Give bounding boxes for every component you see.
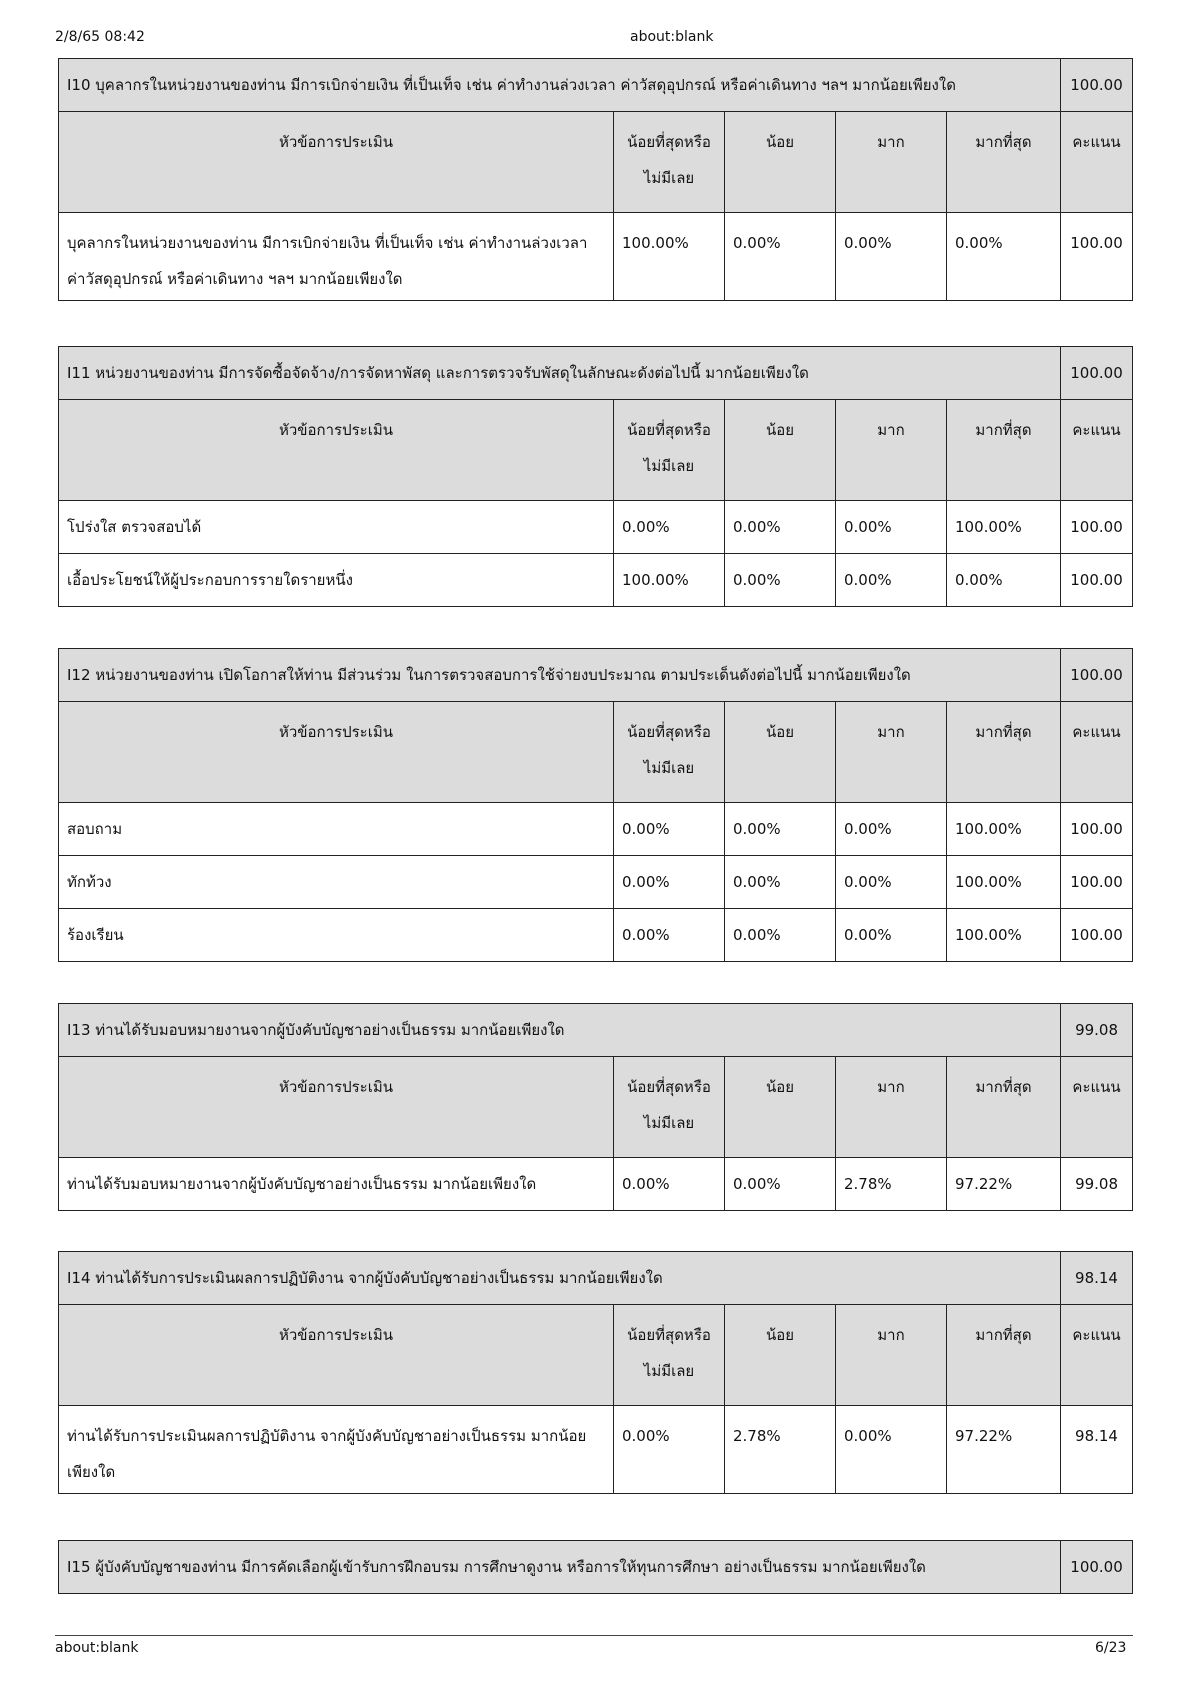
row-value: 100.00% — [947, 803, 1061, 856]
row-value: 2.78% — [836, 1158, 947, 1211]
row-value: 0.00% — [836, 803, 947, 856]
col-header-least: น้อยที่สุดหรือไม่มีเลย — [614, 702, 725, 803]
row-value: 0.00% — [725, 909, 836, 962]
row-value: 0.00% — [614, 909, 725, 962]
col-header-much: มาก — [836, 112, 947, 213]
col-header-least: น้อยที่สุดหรือไม่มีเลย — [614, 1305, 725, 1406]
row-item: ท่านได้รับมอบหมายงานจากผู้บังคับบัญชาอย่างเป็นธรรม มากน้อยเพียงใด — [59, 1158, 614, 1211]
row-value: 97.22% — [947, 1158, 1061, 1211]
question-title: I12 หน่วยงานของท่าน เปิดโอกาสให้ท่าน มีส่วนร่วม ในการตรวจสอบการใช้จ่ายงบประมาณ ตามประเด็นดังต่อไปนี้ มากน้อยเพียงใด — [59, 649, 1061, 702]
row-item: โปร่งใส ตรวจสอบได้ — [59, 501, 614, 554]
row-value: 0.00% — [836, 856, 947, 909]
row-value: 2.78% — [725, 1406, 836, 1494]
header-datetime: 2/8/65 08:42 — [55, 29, 145, 45]
row-value: 97.22% — [947, 1406, 1061, 1494]
question-title: I10 บุคลากรในหน่วยงานของท่าน มีการเบิกจ่ายเงิน ที่เป็นเท็จ เช่น ค่าทำงานล่วงเวลา ค่าวัสดุอุปกรณ์ หรือค่าเดินทาง ฯลฯ มากน้อยเพียงใด — [59, 59, 1061, 112]
table-row — [59, 501, 1133, 554]
row-item: สอบถาม — [59, 803, 614, 856]
row-value: 0.00% — [836, 1406, 947, 1494]
table-row — [59, 213, 1133, 301]
question-table — [58, 1251, 1133, 1494]
question-table — [58, 346, 1133, 607]
question-table — [58, 1003, 1133, 1211]
row-value: 0.00% — [614, 501, 725, 554]
col-header-little: น้อย — [725, 1057, 836, 1158]
col-header-item: หัวข้อการประเมิน — [59, 702, 614, 803]
question-score: 100.00 — [1061, 347, 1133, 400]
row-value: 0.00% — [836, 909, 947, 962]
col-header-least: น้อยที่สุดหรือไม่มีเลย — [614, 1057, 725, 1158]
col-header-much: มาก — [836, 1057, 947, 1158]
row-value: 0.00% — [725, 554, 836, 607]
col-header-little: น้อย — [725, 400, 836, 501]
row-score: 100.00 — [1061, 213, 1133, 301]
col-header-most: มากที่สุด — [947, 400, 1061, 501]
col-header-least: น้อยที่สุดหรือไม่มีเลย — [614, 400, 725, 501]
col-header-score: คะแนน — [1061, 1057, 1133, 1158]
question-score: 100.00 — [1061, 649, 1133, 702]
question-table — [58, 1540, 1133, 1594]
row-value: 0.00% — [614, 1406, 725, 1494]
row-value: 100.00% — [947, 501, 1061, 554]
row-value: 0.00% — [725, 803, 836, 856]
col-header-much: มาก — [836, 1305, 947, 1406]
table-row — [59, 909, 1133, 962]
col-header-most: มากที่สุด — [947, 112, 1061, 213]
row-value: 0.00% — [725, 501, 836, 554]
question-table — [58, 648, 1133, 962]
row-value: 0.00% — [947, 213, 1061, 301]
row-item: ร้องเรียน — [59, 909, 614, 962]
row-value: 0.00% — [614, 1158, 725, 1211]
col-header-little: น้อย — [725, 112, 836, 213]
col-header-least: น้อยที่สุดหรือไม่มีเลย — [614, 112, 725, 213]
row-value: 0.00% — [836, 213, 947, 301]
table-row — [59, 554, 1133, 607]
question-title: I14 ท่านได้รับการประเมินผลการปฏิบัติงาน จากผู้บังคับบัญชาอย่างเป็นธรรม มากน้อยเพียงใด — [59, 1252, 1061, 1305]
row-score: 100.00 — [1061, 856, 1133, 909]
row-value: 100.00% — [614, 213, 725, 301]
row-value: 0.00% — [725, 213, 836, 301]
col-header-item: หัวข้อการประเมิน — [59, 1057, 614, 1158]
row-item: ทักท้วง — [59, 856, 614, 909]
row-score: 100.00 — [1061, 501, 1133, 554]
col-header-much: มาก — [836, 400, 947, 501]
row-score: 100.00 — [1061, 909, 1133, 962]
row-item: บุคลากรในหน่วยงานของท่าน มีการเบิกจ่ายเงิน ที่เป็นเท็จ เช่น ค่าทำงานล่วงเวลา ค่าวัสดุอุปกรณ์ หรือค่าเดินทาง ฯลฯ มากน้อยเพียงใด — [59, 213, 614, 301]
row-score: 99.08 — [1061, 1158, 1133, 1211]
col-header-score: คะแนน — [1061, 112, 1133, 213]
col-header-item: หัวข้อการประเมิน — [59, 112, 614, 213]
question-title: I15 ผู้บังคับบัญชาของท่าน มีการคัดเลือกผู้เข้ารับการฝึกอบรม การศึกษาดูงาน หรือการให้ทุนการศึกษา อย่างเป็นธรรม มากน้อยเพียงใด — [59, 1541, 1061, 1594]
table-row — [59, 856, 1133, 909]
col-header-score: คะแนน — [1061, 1305, 1133, 1406]
row-item: ท่านได้รับการประเมินผลการปฏิบัติงาน จากผู้บังคับบัญชาอย่างเป็นธรรม มากน้อยเพียงใด — [59, 1406, 614, 1494]
row-value: 0.00% — [836, 501, 947, 554]
header-title: about:blank — [630, 29, 714, 45]
row-score: 100.00 — [1061, 554, 1133, 607]
row-value: 0.00% — [614, 803, 725, 856]
col-header-most: มากที่สุด — [947, 1305, 1061, 1406]
col-header-much: มาก — [836, 702, 947, 803]
row-value: 0.00% — [614, 856, 725, 909]
col-header-item: หัวข้อการประเมิน — [59, 400, 614, 501]
question-score: 100.00 — [1061, 59, 1133, 112]
col-header-item: หัวข้อการประเมิน — [59, 1305, 614, 1406]
row-value: 0.00% — [947, 554, 1061, 607]
row-value: 100.00% — [614, 554, 725, 607]
table-row — [59, 1406, 1133, 1494]
col-header-most: มากที่สุด — [947, 702, 1061, 803]
table-row — [59, 803, 1133, 856]
table-row — [59, 1158, 1133, 1211]
col-header-little: น้อย — [725, 702, 836, 803]
question-score: 99.08 — [1061, 1004, 1133, 1057]
col-header-little: น้อย — [725, 1305, 836, 1406]
row-value: 0.00% — [836, 554, 947, 607]
col-header-most: มากที่สุด — [947, 1057, 1061, 1158]
col-header-score: คะแนน — [1061, 702, 1133, 803]
question-title: I13 ท่านได้รับมอบหมายงานจากผู้บังคับบัญชาอย่างเป็นธรรม มากน้อยเพียงใด — [59, 1004, 1061, 1057]
row-value: 0.00% — [725, 856, 836, 909]
row-value: 100.00% — [947, 909, 1061, 962]
question-score: 100.00 — [1061, 1541, 1133, 1594]
question-score: 98.14 — [1061, 1252, 1133, 1305]
footer-divider — [55, 1635, 1133, 1636]
row-score: 98.14 — [1061, 1406, 1133, 1494]
footer-url: about:blank — [55, 1640, 139, 1656]
question-title: I11 หน่วยงานของท่าน มีการจัดซื้อจัดจ้าง/การจัดหาพัสดุ และการตรวจรับพัสดุในลักษณะดังต่อไปนี้ มากน้อยเพียงใด — [59, 347, 1061, 400]
col-header-score: คะแนน — [1061, 400, 1133, 501]
row-value: 0.00% — [725, 1158, 836, 1211]
question-table — [58, 58, 1133, 301]
footer-page-number: 6/23 — [1095, 1640, 1127, 1656]
row-value: 100.00% — [947, 856, 1061, 909]
row-score: 100.00 — [1061, 803, 1133, 856]
row-item: เอื้อประโยชน์ให้ผู้ประกอบการรายใดรายหนึ่ง — [59, 554, 614, 607]
